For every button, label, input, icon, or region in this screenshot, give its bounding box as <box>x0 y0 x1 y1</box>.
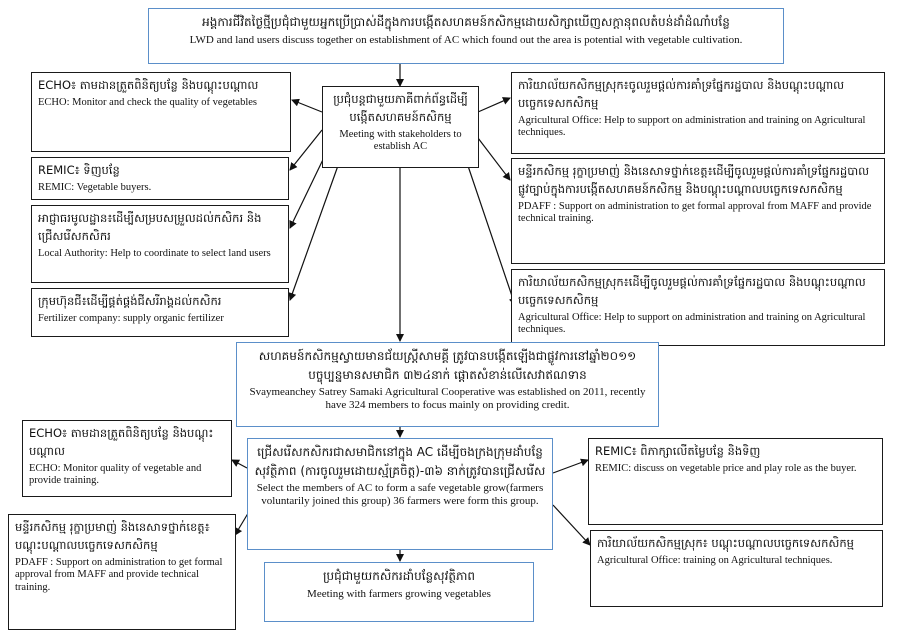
remic-price-km: REMIC៖ ពិភាក្សាលើតម្លៃបន្លែ និងទិញ <box>595 444 761 458</box>
echo-monitor-km: ECHO៖ តាមដានត្រួតពិនិត្យបន្លែ និងបណ្តុះបណ្តាល <box>38 78 259 92</box>
echo-monitor-en: ECHO: Monitor and check the quality of vegetables <box>38 96 257 108</box>
agri-office-2-en: Agricultural Office: Help to support on administration and training on Agricultural techniques. <box>518 311 866 336</box>
stakeholder-meeting-km: ប្រជុំបន្តជាមួយភាគីពាក់ព័ន្ធដើម្បីបង្កើតសហគមន៍កសិកម្ម <box>333 92 468 124</box>
local-authority-en: Local Authority: Help to coordinate to select land users <box>38 247 271 259</box>
echo-monitor-box <box>31 72 291 152</box>
echo-quality-en: ECHO: Monitor quality of vegetable and provide training. <box>29 462 202 487</box>
farmers-meeting-en: Meeting with farmers growing vegetables <box>307 587 491 600</box>
select-members-box <box>247 438 553 550</box>
arrow-meeting-to-fert <box>290 160 340 300</box>
echo-quality-km: ECHO៖ តាមដានត្រួតពិនិត្យបន្លែ និងបណ្តុះបណ្តាល <box>29 426 214 458</box>
remic-price-en: REMIC: discuss on vegetable price and play role as the buyer. <box>595 462 857 474</box>
pdaff-2-km: មន្ទីរកសិកម្ម រុក្ខាប្រមាញ់ និងនេសាទថ្នាក់ខេត្ត៖ បណ្តុះបណ្តាលបច្ចេកទេសកសិកម្ម <box>15 520 210 552</box>
lwd-discussion-en: LWD and land users discuss together on establishment of AC which found out the area is potential with vegetable cultivation. <box>189 33 743 46</box>
arrow-select-to-agri <box>553 505 590 545</box>
arrow-meeting-to-remic <box>290 130 322 170</box>
arrow-meeting-to-agri1 <box>478 98 510 112</box>
agri-office-box-3 <box>590 530 883 607</box>
farmers-meeting-km: ប្រជុំជាមួយកសិករដាំបន្លែសុវត្ថិភាព <box>322 569 476 583</box>
cooperative-km: សហគមន៍កសិកម្មស្វាយមានជ័យស្ត្រីសាមគ្គី ត្រូវបានបង្កើតឡើងជាផ្លូវការនៅឆ្នាំ២០១១ បច្ចុប្បន្នមានសមាជិក ៣២៤នាក់ ផ្តោតសំខាន់លើសេវាឥណទាន <box>258 349 637 382</box>
pdaff-2-en: PDAFF : Support on administration to get formal approval from MAFF and provide technical training. <box>15 556 223 593</box>
remic-buyer-km: REMIC៖ ទិញបន្លែ <box>38 163 120 177</box>
agri-office-box-2 <box>511 269 885 346</box>
lwd-discussion-km: អង្គការជីវិតថ្ងៃថ្មីប្រជុំជាមួយអ្នកប្រើប្រាស់ដីក្នុងការបង្កើតសហគមន៍កសិកម្មដោយសិក្សាឃើញសក្តានុពលតំបន់ដាំដំណាំបន្លែ <box>202 15 730 29</box>
remic-buyer-en: REMIC: Vegetable buyers. <box>38 181 152 193</box>
remic-price-box <box>588 438 883 525</box>
arrow-select-to-echo <box>232 460 247 468</box>
stakeholder-meeting-en: Meeting with stakeholders to establish AC <box>339 128 462 153</box>
fertilizer-company-en: Fertilizer company: supply organic fertilizer <box>38 312 224 324</box>
fertilizer-company-box <box>31 288 289 337</box>
agri-office-1-km: ការិយាល័យកសិកម្មស្រុក៖ចូលរួមផ្តល់ការគាំទ្រផ្នែករដ្ឋបាល និងបណ្តុះបណ្តាលបច្ចេកទេសកសិកម្ម <box>518 78 845 110</box>
agri-office-3-en: Agricultural Office: training on Agricultural techniques. <box>597 554 833 566</box>
agri-office-1-en: Agricultural Office: Help to support on administration and training on Agricultural techniques. <box>518 114 866 139</box>
remic-buyer-box <box>31 157 289 200</box>
pdaff-1-km: មន្ទីរកសិកម្ម រុក្ខាប្រមាញ់ និងនេសាទថ្នាក់ខេត្ត៖ដើម្បីចូលរួមផ្តល់ការគាំទ្រផ្នែករដ្ឋបាលផ្លូវច្បាប់ក្នុងការបង្កើតសហគមន៍កសិកម្ម និងបណ្តុះបណ្តាលបច្ចេកទេសកសិកម្ម <box>518 164 870 196</box>
arrow-meeting-to-pdaff <box>478 138 510 180</box>
pdaff-box-1 <box>511 158 885 264</box>
arrow-select-to-remic <box>553 460 588 473</box>
pdaff-1-en: PDAFF : Support on administration to get formal approval from MAFF and provide technical training. <box>518 200 872 225</box>
fertilizer-company-km: ក្រុមហ៊ុនជី៖ដើម្បីផ្គត់ផ្គង់ជីសរីរាង្គដល់កសិករ <box>38 294 222 308</box>
local-authority-box <box>31 205 289 283</box>
lwd-discussion-box <box>148 8 784 64</box>
arrow-meeting-to-echo <box>292 100 322 112</box>
stakeholder-meeting-box <box>322 86 479 168</box>
echo-quality-box <box>22 420 232 497</box>
cooperative-en: Svaymeanchey Satrey Samaki Agricultural Cooperative was established on 2011, recently have 324 members to focus mainly on providing credit. <box>249 386 646 412</box>
cooperative-box <box>236 342 659 427</box>
pdaff-box-2 <box>8 514 236 630</box>
farmers-meeting-box <box>264 562 534 622</box>
agri-office-3-km: ការិយាល័យកសិកម្មស្រុក៖ បណ្តុះបណ្តាលបច្ចេកទេសកសិកម្ម <box>597 536 854 550</box>
agri-office-2-km: ការិយាល័យកសិកម្មស្រុក៖ដើម្បីចូលរួមផ្តល់ការគាំទ្រផ្នែករដ្ឋបាល និងបណ្តុះបណ្តាលបច្ចេកទេសកសិកម្ម <box>518 275 866 307</box>
arrow-meeting-to-agri2 <box>466 160 515 305</box>
agri-office-box-1 <box>511 72 885 154</box>
select-members-km: ជ្រើសរើសកសិករជាសមាជិកនៅក្នុង AC ដើម្បីចងក្រងក្រុមដាំបន្លែសុវត្ថិភាព (ការចូលរួមដោយស្ម័គ្រចិត្ត)-៣៦ នាក់ត្រូវបានជ្រើសរើស <box>254 445 546 478</box>
local-authority-km: អាជ្ញាធរមូលដ្ឋាន៖ដើម្បីសម្របសម្រួលដល់កសិករ និងជ្រើសរើសកសិករ <box>38 211 262 243</box>
select-members-en: Select the members of AC to form a safe vegetable grow(farmers voluntarily joined this group) 36 farmers were form this group. <box>256 482 544 508</box>
